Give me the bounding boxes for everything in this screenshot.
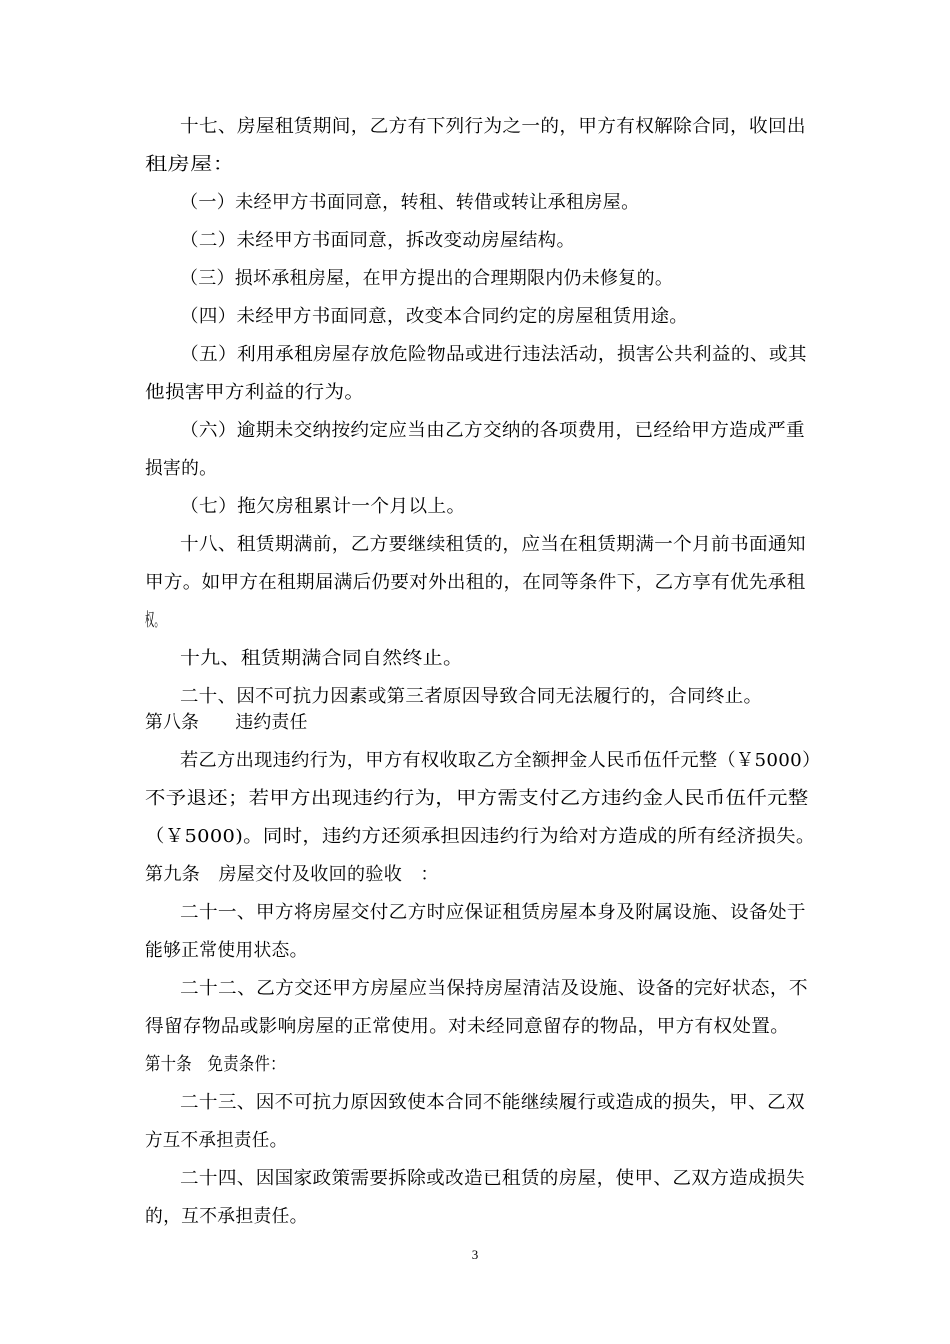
article-8-heading: 第八条 违约责任 (145, 712, 308, 733)
clause-17-line-2: 租房屋： (145, 154, 236, 175)
clause-17-item-5-line-2: 他损害甲方利益的行为。 (145, 382, 365, 403)
clause-22-line-2: 得留存物品或影响房屋的正常使用。对未经同意留存的物品，甲方有权处置。 (145, 1016, 790, 1037)
clause-22-line-1: 二十二、乙方交还甲方房屋应当保持房屋清洁及设施、设备的完好状态，不 (180, 978, 808, 999)
clause-17-item-2: （二）未经甲方书面同意，拆改变动房屋结构。 (180, 230, 576, 251)
clause-24-line-2: 的，互不承担责任。 (145, 1206, 308, 1227)
article-8-line-2: 不予退还；若甲方出现违约行为，甲方需支付乙方违约金人民币伍仟元整 (145, 788, 809, 809)
clause-17-line-1: 十七、房屋租赁期间，乙方有下列行为之一的，甲方有权解除合同，收回出 (180, 116, 806, 137)
clause-17-item-3: （三）损坏承租房屋，在甲方提出的合理期限内仍未修复的。 (180, 268, 674, 289)
clause-18-line-2: 甲方。如甲方在租期届满后仍要对外出租的，在同等条件下，乙方享有优先承租 (145, 572, 806, 593)
clause-19: 十九、租赁期满合同自然终止。 (180, 648, 464, 669)
clause-24-line-1: 二十四、因国家政策需要拆除或改造已租赁的房屋，使甲、乙双方造成损失 (180, 1168, 805, 1189)
clause-17-item-6-line-1: （六）逾期未交纳按约定应当由乙方交纳的各项费用，已经给甲方造成严重 (180, 420, 805, 441)
clause-17-item-6-line-2: 损害的。 (145, 458, 218, 479)
clause-21-line-2: 能够正常使用状态。 (145, 940, 308, 961)
clause-20: 二十、因不可抗力因素或第三者原因导致合同无法履行的，合同终止。 (180, 686, 763, 707)
clause-21-line-1: 二十一、甲方将房屋交付乙方时应保证租赁房屋本身及附属设施、设备处于 (180, 902, 806, 923)
clause-18-line-1: 十八、租赁期满前，乙方要继续租赁的，应当在租赁期满一个月前书面通知 (180, 534, 806, 555)
clause-17-item-7: （七）拖欠房租累计一个月以上。 (180, 496, 466, 517)
clause-23-line-2: 方互不承担责任。 (145, 1130, 288, 1151)
clause-17-item-5-line-1: （五）利用承租房屋存放危险物品或进行违法活动，损害公共利益的、或其 (180, 344, 807, 365)
article-9-heading: 第九条 房屋交付及收回的验收 ： (145, 864, 439, 885)
clause-17-item-4: （四）未经甲方书面同意，改变本合同约定的房屋租赁用途。 (180, 306, 689, 327)
article-8-line-1: 若乙方出现违约行为，甲方有权收取乙方全额押金人民币伍仟元整（￥5000） (180, 750, 821, 771)
page-number: 3 (471, 1247, 479, 1262)
article-8-line-3: （￥5000)。同时，违约方还须承担因违约行为给对方造成的所有经济损失。 (145, 826, 816, 847)
clause-23-line-1: 二十三、因不可抗力原因致使本合同不能继续履行或造成的损失，甲、乙双 (180, 1092, 805, 1113)
article-10-heading: 第十条 免责条件： (145, 1054, 286, 1075)
clause-17-item-1: （一）未经甲方书面同意，转租、转借或转让承租房屋。 (180, 192, 640, 213)
clause-18-line-3: 权。 (145, 610, 164, 631)
